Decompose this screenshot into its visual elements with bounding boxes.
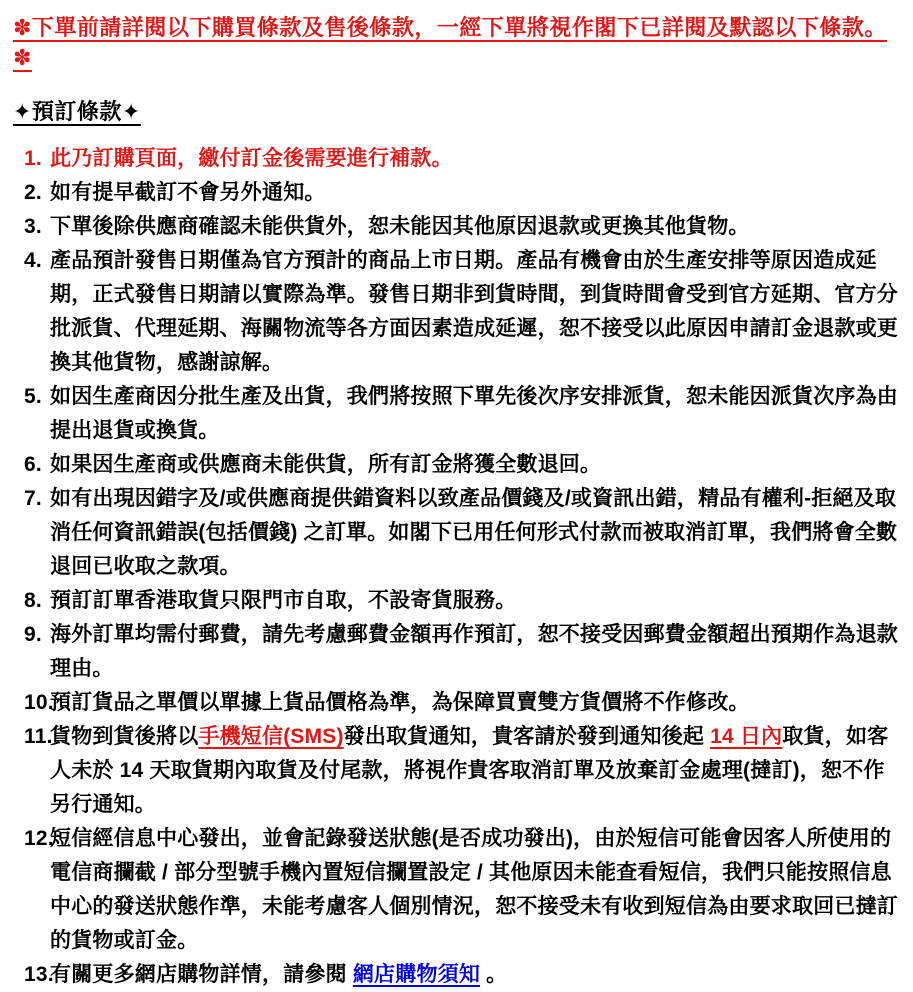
- purchase-notice-text: ✽下單前請詳閱以下購買條款及售後條款，一經下單將視作閣下已詳閱及默認以下條款。✽: [13, 15, 887, 70]
- term-item-11: [13, 720, 901, 822]
- term-item-number: 9.: [24, 623, 42, 646]
- term-item-number: 10.: [24, 691, 54, 714]
- term-text: 預訂訂單香港取貨只限門市自取，不設寄貨服務。: [50, 589, 517, 612]
- section-title-text: ✦預訂條款✦: [13, 99, 141, 124]
- term-item-number: 11.: [24, 725, 53, 748]
- term-text: 如因生產商因分批生產及出貨，我們將按照下單先後次序安排派貨，恕未能因派貨次序為由提出退貨或換貨。: [50, 385, 898, 442]
- terms-list: [13, 142, 901, 992]
- term-item-7: [13, 482, 901, 584]
- term-item-number: 13.: [24, 963, 54, 986]
- term-text: 如有出現因錯字及/或供應商提供錯資料以致產品價錢及/或資訊出錯，精品有權利-拒絕及取消任何資訊錯誤(包括價錢) 之訂單。如閣下已用任何形式付款而被取消訂單，我們將會全數退回已收取之款項。: [50, 487, 898, 578]
- term-item-6: [13, 448, 901, 482]
- highlighted-term-text: 14 日內: [710, 725, 783, 748]
- term-item-number: 6.: [24, 453, 42, 476]
- term-text: 短信經信息中心發出，並會記錄發送狀態(是否成功發出)，由於短信可能會因客人所使用的電信商攔截 / 部分型號手機內置短信攔置設定 / 其他原因未能查看短信，我們只能按照信息中心的發送狀態作準，未能考慮客人個別情況，恕不接受未有收到短信為由要求取回已撻訂的貨物或訂金。: [50, 827, 898, 952]
- purchase-notice-banner: [13, 13, 901, 73]
- term-item-number: 1.: [24, 147, 42, 170]
- term-text: 此乃訂購頁面，繳付訂金後需要進行補款。: [50, 147, 453, 170]
- term-item-13: [13, 958, 901, 992]
- term-text: 發出取貨通知，貴客請於發到通知後起: [343, 725, 711, 748]
- term-text: 預訂貨品之單價以單據上貨品價格為準，為保障買賣雙方貨價將不作修改。: [50, 691, 750, 714]
- term-item-number: 2.: [24, 181, 42, 204]
- term-item-number: 8.: [24, 589, 42, 612]
- term-item-number: 7.: [24, 487, 42, 510]
- term-item-8: [13, 584, 901, 618]
- term-item-5: [13, 380, 901, 448]
- term-text: 海外訂單均需付郵費，請先考慮郵費金額再作預訂，恕不接受因郵費金額超出預期作為退款理由。: [50, 623, 898, 680]
- term-item-10: [13, 686, 901, 720]
- term-item-number: 5.: [24, 385, 42, 408]
- term-text: 如果因生產商或供應商未能供貨，所有訂金將獲全數退回。: [50, 453, 602, 476]
- term-item-number: 12.: [24, 827, 54, 850]
- term-text: 取貨，如客人未於 14 天取貨期內取貨及付尾款，將視作貴客取消訂單及放棄訂金處理(撻訂)，恕不作另行通知。: [50, 725, 889, 816]
- term-item-12: [13, 822, 901, 958]
- term-item-number: 3.: [24, 215, 42, 238]
- term-item-1: [13, 142, 901, 176]
- term-text: 如有提早截訂不會另外通知。: [50, 181, 326, 204]
- term-text: 貨物到貨後將以: [50, 725, 199, 748]
- term-text: 。: [480, 963, 508, 986]
- term-item-2: [13, 176, 901, 210]
- section-title-preorder-terms: [13, 97, 901, 127]
- term-item-number: 4.: [24, 249, 42, 272]
- term-text: 有關更多網店購物詳情，請參閱: [50, 963, 353, 986]
- term-item-3: [13, 210, 901, 244]
- term-item-9: [13, 618, 901, 686]
- store-shopping-notice-link[interactable]: 網店購物須知: [352, 963, 481, 986]
- highlighted-term-text: 手機短信(SMS): [198, 725, 344, 748]
- term-item-4: [13, 244, 901, 380]
- term-text: 下單後除供應商確認未能供貨外，恕未能因其他原因退款或更換其他貨物。: [50, 215, 750, 238]
- term-text: 產品預計發售日期僅為官方預計的商品上市日期。產品有機會由於生產安排等原因造成延期，正式發售日期請以實際為準。發售日期非到貨時間，到貨時間會受到官方延期、官方分批派貨、代理延期、海關物流等各方面因素造成延遲，恕不接受以此原因申請訂金退款或更換其他貨物，感謝諒解。: [50, 249, 898, 374]
